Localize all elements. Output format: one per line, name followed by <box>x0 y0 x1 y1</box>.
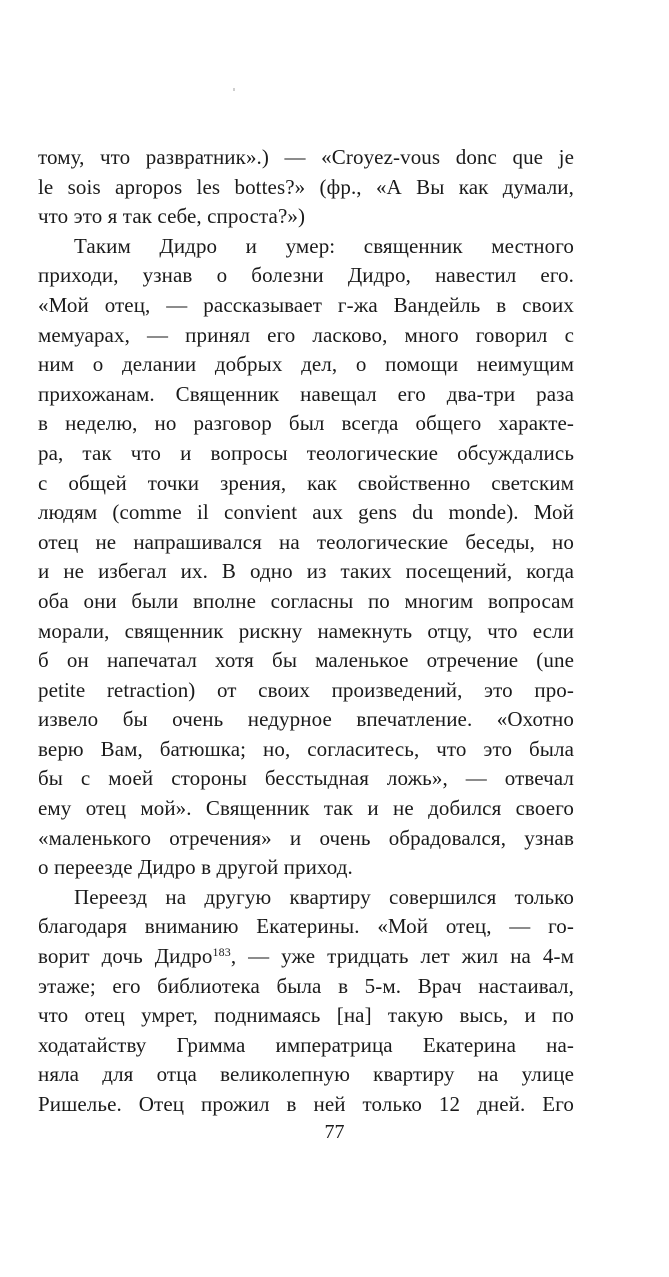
text-line: ра, так что и вопросы теологические обсуждались <box>38 440 574 465</box>
text-line: о переезде Дидро в другой приход. <box>38 855 353 880</box>
text-line: ним о делании добрых дел, о помощи неимущим <box>38 352 574 377</box>
body-text <box>38 143 574 1120</box>
footnote-marker: 183 <box>212 945 231 960</box>
text-line: Ришелье. Отец прожил в ней только 12 дней. Его <box>38 1092 574 1116</box>
text-line: людям (comme il convient aux gens du monde). Мой <box>38 500 574 525</box>
text-line: верю Вам, батюшка; но, согласитесь, что это была <box>38 736 574 761</box>
text-line: что это я так себе, спроста?») <box>38 204 306 229</box>
text-line: petite retraction) от своих произведений, это про- <box>38 677 574 702</box>
text-line: «маленького отречения» и очень обрадовался, узнав <box>38 825 574 850</box>
text-segment: ворит дочь Дидро <box>38 944 213 969</box>
text-line: бы с моей стороны бесстыдная ложь», — отвечал <box>38 766 574 791</box>
text-segment: , — уже тридцать лет жил на 4-м <box>230 944 574 969</box>
text-line: морали, священник рискну намекнуть отцу, что если <box>38 618 574 643</box>
text-line: прихожанам. Священник навещал его два-три раза <box>38 381 574 406</box>
text-line: ему отец мой». Священник так и не добился своего <box>38 796 574 821</box>
page-number: 77 <box>324 1121 345 1143</box>
text-line: Таким Дидро и умер: священник местного <box>74 233 574 258</box>
text-line: извело бы очень недурное впечатление. «Охотно <box>38 707 574 732</box>
text-line: оба они были вполне согласны по многим вопросам <box>38 588 574 613</box>
text-line: Переезд на другую квартиру совершился только <box>74 884 574 909</box>
text-line: мемуарах, — принял его ласково, много говорил с <box>38 322 574 347</box>
text-line: «Мой отец, — рассказывает г-жа Вандейль в своих <box>38 292 574 317</box>
text-line: отец не напрашивался на теологические беседы, но <box>38 529 574 554</box>
scan-speck <box>233 88 235 91</box>
text-line: приходи, узнав о болезни Дидро, навестил его. <box>38 263 574 288</box>
text-line: и не избегал их. В одно из таких посещений, когда <box>38 559 574 584</box>
text-line: с общей точки зрения, как свойственно светским <box>38 470 574 495</box>
text-line: благодаря вниманию Екатерины. «Мой отец, — го- <box>38 914 574 939</box>
text-line: ходатайству Гримма императрица Екатерина на- <box>38 1032 574 1057</box>
text-line: этаже; его библиотека была в 5-м. Врач настаивал, <box>38 973 574 998</box>
text-line: тому, что развратник».) — «Croyez-vous donc que je <box>38 145 574 169</box>
text-line-with-footnote <box>38 942 574 972</box>
text-line: le sois apropos les bottes?» (фр., «А Вы как думали, <box>38 174 574 199</box>
text-line: в неделю, но разговор был всегда общего характе- <box>38 411 574 436</box>
text-line: няла для отца великолепную квартиру на улице <box>38 1062 574 1087</box>
text-line: б он напечатал хотя бы маленькое отречение (une <box>38 648 574 673</box>
text-line: что отец умрет, поднимаясь [на] такую высь, и по <box>38 1003 574 1028</box>
